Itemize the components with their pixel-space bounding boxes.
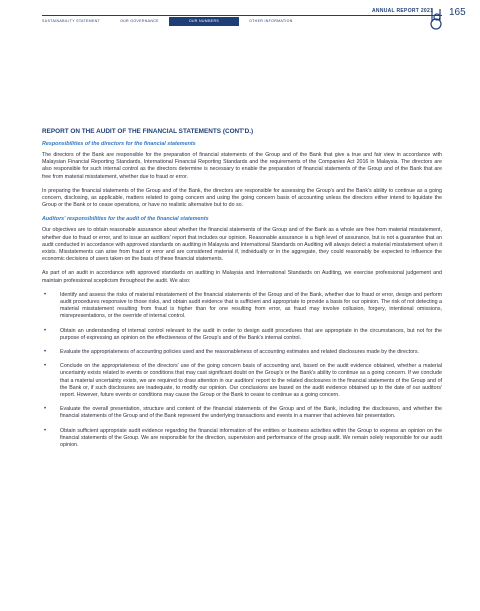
directors-responsibilities-heading: Responsibilities of the directors for the financial statements	[42, 141, 196, 147]
audit-procedures-list	[42, 292, 442, 449]
auditors-responsibilities-heading: Auditors' responsibilities for the audit of the financial statements	[42, 216, 209, 223]
annual-report-label: ANNUAL REPORT 2021	[372, 8, 434, 14]
company-logo-icon	[428, 6, 444, 32]
page-title: REPORT ON THE AUDIT OF THE FINANCIAL STATEMENTS (CONT'D.)	[42, 128, 254, 135]
paragraph: As part of an audit in accordance with approved standards on auditing in Malaysia and International Standards on Auditing, we exercise professional judgement and maintain professional scepticism throughout the audit. We also:	[42, 270, 442, 284]
report-content	[42, 128, 442, 456]
list-item: • Obtain sufficient appropriate audit evidence regarding the financial information of the entities or business activities within the Group to express an opinion on the financial statements of the Group. We are responsible for the direction, supervision and performance of the group audit. We remain solely responsible for our audit opinion.	[42, 428, 442, 450]
paragraph: The directors of the Bank are responsible for the preparation of financial statements of the Group and of the Bank that give a true and fair view in accordance with Malaysian Financial Reporting Standards, International Financial Reporting Standards and the requirements of the Companies Act 2016 in Malaysia. The directors are also responsible for such internal control as the directors determine is necessary to enable the preparation of financial statements of the Group and of the Bank that are free from material misstatement, whether due to fraud or error.	[42, 152, 442, 180]
paragraph: In preparing the financial statements of the Group and of the Bank, the directors are responsible for assessing the Group's and the Bank's ability to continue as a going concern, disclosing, as applicable, matters related to going concern and using the going concern basis of accounting unless the directors either intend to liquidate the Group or the Bank or to cease operations, or have no realistic alternative but to do so.	[42, 187, 442, 209]
list-item: • Evaluate the overall presentation, structure and content of the financial statements of the Group and of the Bank, including the disclosures, and whether the financial statements of the Group and of the Bank represent the underlying transactions and events in a manner that achieves fair presentation.	[42, 406, 442, 420]
list-item: • Identify and assess the risks of material misstatement of the financial statements of the Group and of the Bank, whether due to fraud or error, design and perform audit procedures responsive to those risks, and obtain audit evidence that is sufficient and appropriate to provide a basis for our opinion. The risk of not detecting a material misstatement resulting from fraud is higher than for one resulting from error, as fraud may involve collusion, forgery, intentional omissions, misrepresentations, or the override of internal control.	[42, 292, 442, 321]
paragraph: Our objectives are to obtain reasonable assurance about whether the financial statements of the Group and of the Bank as a whole are free from material misstatement, whether due to fraud or error, and to issue an auditors' report that includes our opinion. Reasonable assurance is a high level of assurance, but is not a guarantee that an audit conducted in accordance with approved standards on auditing in Malaysia and International Standards on Auditing will always detect a material misstatement when it exists. Misstatements can arise from fraud or error and are considered material if, individually or in the aggregate, they could reasonably be expected to influence the economic decisions of users taken on the basis of these financial statements.	[42, 227, 442, 263]
nav-our-governance[interactable]: OUR GOVERNANCE	[120, 19, 159, 23]
nav-our-numbers[interactable]: OUR NUMBERS	[169, 17, 239, 26]
nav-sustainability-statement[interactable]: SUSTAINABILITY STATEMENT	[42, 19, 101, 23]
list-item: • Obtain an understanding of internal control relevant to the audit in order to design audit procedures that are appropriate in the circumstances, but not for the purpose of expressing an opinion on the effectiveness of the Group's and of the Bank's internal control.	[42, 328, 442, 342]
list-item: • Conclude on the appropriateness of the directors' use of the going concern basis of accounting and, based on the audit evidence obtained, whether a material uncertainty exists related to events or conditions that may cast significant doubt on the Group's or the Bank's ability to continue as a going concern. If we conclude that a material uncertainty exists, we are required to draw attention in our auditors' report to the related disclosures in the financial statements of the Group and of the Bank or, if such disclosures are inadequate, to modify our opinion. Our conclusions are based on the audit evidence obtained up to the date of our auditors' report. However, future events or conditions may cause the Group or the Bank to cease to continue as a going concern.	[42, 363, 442, 399]
page-number: 165	[449, 7, 466, 18]
nav-other-information[interactable]: OTHER INFORMATION	[249, 19, 293, 23]
list-item: • Evaluate the appropriateness of accounting policies used and the reasonableness of accounting estimates and related disclosures made by the directors.	[42, 349, 442, 356]
section-nav	[42, 17, 303, 26]
header-rule	[42, 15, 442, 16]
